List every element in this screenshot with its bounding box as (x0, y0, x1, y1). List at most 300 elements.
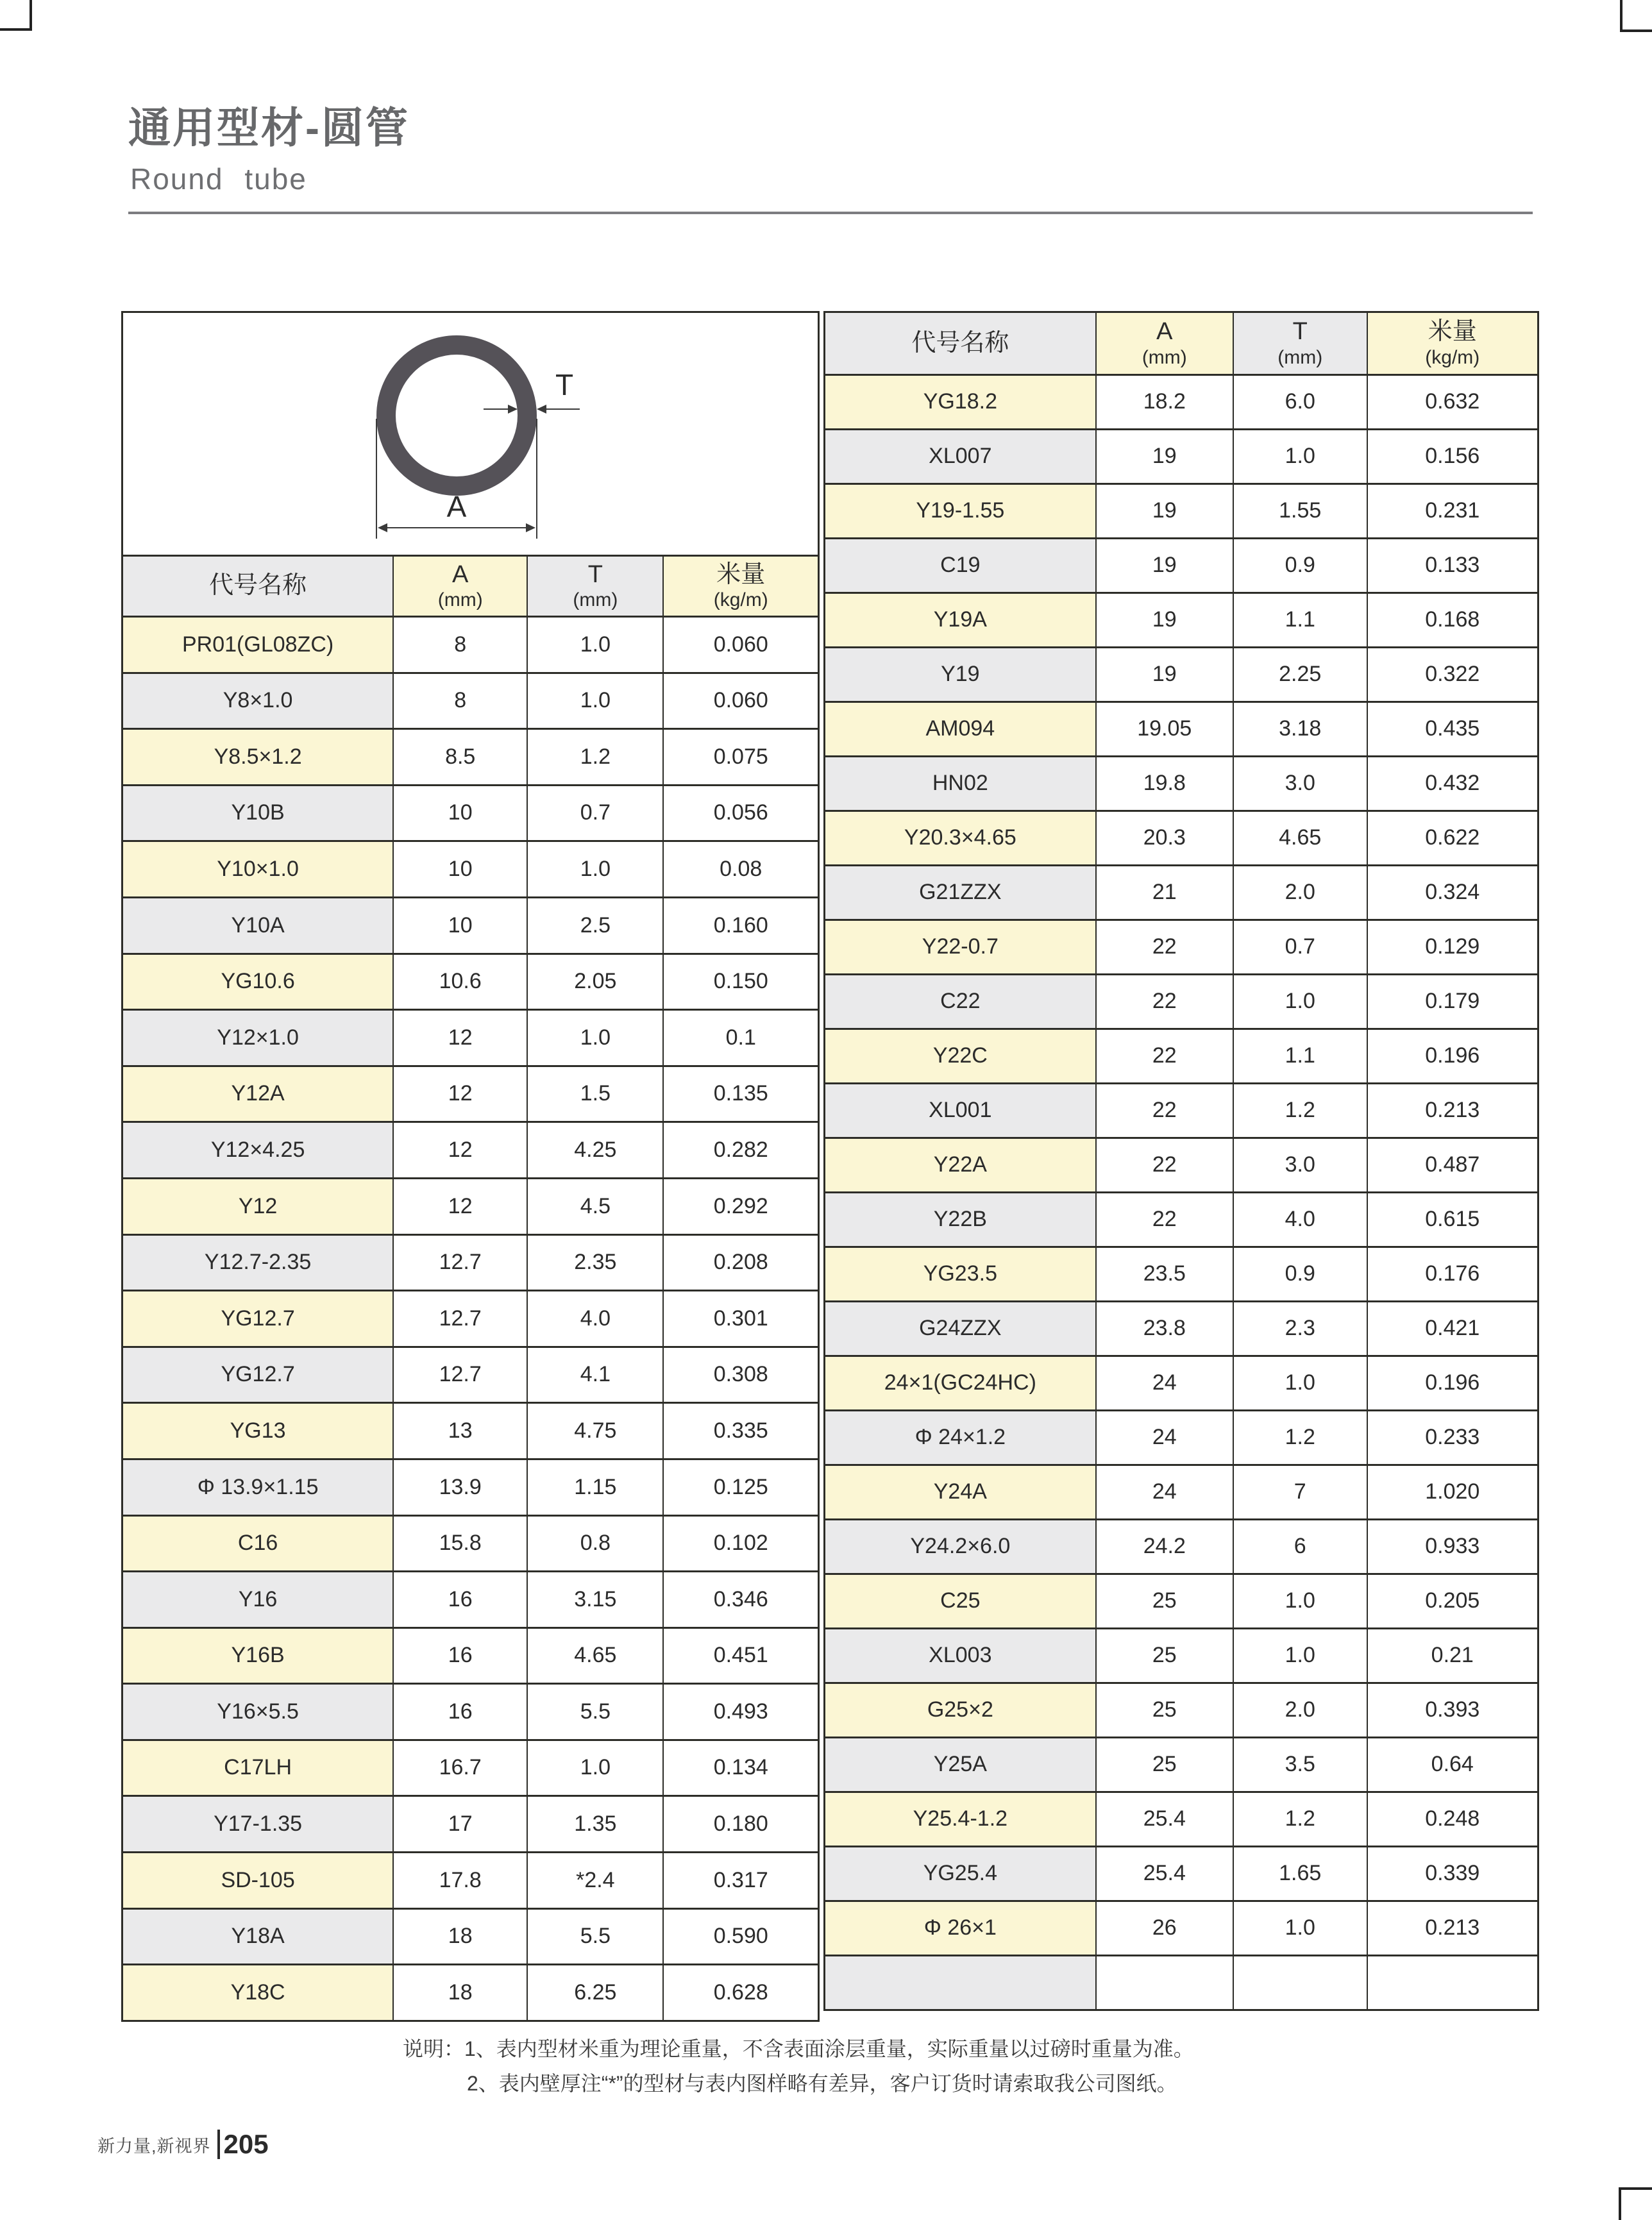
weight-value-cell: 0.432 (1367, 757, 1537, 810)
table-row (825, 810, 1537, 864)
table-row (123, 1683, 818, 1739)
weight-value-cell: 0.231 (1367, 485, 1537, 537)
weight-value-cell: 0.21 (1367, 1629, 1537, 1682)
weight-value-cell: 0.176 (1367, 1248, 1537, 1300)
weight-value-cell: 0.205 (1367, 1575, 1537, 1627)
a-value-cell: 12 (392, 1179, 527, 1234)
table-row (123, 1570, 818, 1627)
a-value-cell: 22 (1095, 975, 1233, 1028)
crop-mark-top-left (0, 0, 32, 31)
a-value-cell: 18.2 (1095, 376, 1233, 428)
t-value-cell: 5.5 (527, 1685, 662, 1739)
weight-value-cell: 0.628 (662, 1965, 818, 2020)
table-row (123, 1234, 818, 1290)
a-value-cell: 22 (1095, 1030, 1233, 1082)
a-value-cell: 19.05 (1095, 703, 1233, 755)
profile-code-cell: Y12A (123, 1067, 392, 1122)
weight-value-cell: 0.248 (1367, 1793, 1537, 1846)
weight-value-cell: 0.339 (1367, 1847, 1537, 1900)
header-t-mm: T (mm) (1233, 313, 1367, 374)
page-title: 通用型材-圆管 (128, 104, 410, 151)
a-value-cell: 24 (1095, 1357, 1233, 1409)
profile-code-cell: C22 (825, 975, 1095, 1028)
a-value-cell: 10 (392, 898, 527, 953)
weight-value-cell: 0.590 (662, 1910, 818, 1964)
a-value-cell (1095, 1956, 1233, 2009)
a-value-cell: 25 (1095, 1575, 1233, 1627)
left-table-body (123, 616, 818, 2020)
weight-value-cell: 0.322 (1367, 648, 1537, 701)
profile-code-cell: Y16×5.5 (123, 1685, 392, 1739)
weight-value-cell: 0.133 (1367, 539, 1537, 592)
page-footer (97, 2129, 269, 2160)
a-value-cell: 13.9 (392, 1460, 527, 1515)
profile-code-cell: Φ 13.9×1.15 (123, 1460, 392, 1515)
weight-value-cell: 0.125 (662, 1460, 818, 1515)
profile-code-cell: Y16 (123, 1572, 392, 1627)
table-row (123, 1795, 818, 1851)
title-divider (128, 212, 1533, 214)
table-row (825, 701, 1537, 755)
weight-value-cell: 0.075 (662, 730, 818, 784)
t-value-cell: 1.1 (1233, 1030, 1367, 1082)
profile-code-cell: AM094 (825, 703, 1095, 755)
profile-code-cell: C25 (825, 1575, 1095, 1627)
table-row (123, 1458, 818, 1515)
table-row (825, 592, 1537, 646)
table-row (123, 1851, 818, 1908)
right-table (823, 311, 1539, 2011)
weight-value-cell: 0.233 (1367, 1411, 1537, 1464)
table-row (123, 784, 818, 841)
table-row (123, 1515, 818, 1571)
t-value-cell: 1.0 (527, 1011, 662, 1065)
weight-value-cell: 0.150 (662, 955, 818, 1009)
table-row (825, 1191, 1537, 1246)
t-value-cell: 3.15 (527, 1572, 662, 1627)
a-value-cell: 25.4 (1095, 1793, 1233, 1846)
t-value-cell: 3.5 (1233, 1738, 1367, 1791)
a-value-cell: 19.8 (1095, 757, 1233, 810)
a-value-cell: 12 (392, 1123, 527, 1177)
a-value-cell: 10 (392, 786, 527, 841)
footer-divider (217, 2130, 220, 2159)
weight-value-cell: 0.301 (662, 1291, 818, 1346)
a-value-cell: 19 (1095, 430, 1233, 483)
t-value-cell: 1.0 (1233, 1357, 1367, 1409)
t-value-cell: 3.18 (1233, 703, 1367, 755)
profile-code-cell: SD-105 (123, 1853, 392, 1908)
table-row (825, 1464, 1537, 1518)
table-row (825, 973, 1537, 1028)
t-value-cell: 4.1 (527, 1348, 662, 1402)
a-value-cell: 10.6 (392, 955, 527, 1009)
a-value-cell: 24 (1095, 1411, 1233, 1464)
a-value-cell: 25.4 (1095, 1847, 1233, 1900)
t-value-cell: 4.25 (527, 1123, 662, 1177)
t-value-cell: 4.5 (527, 1179, 662, 1234)
a-value-cell: 16 (392, 1572, 527, 1627)
weight-value-cell: 0.451 (662, 1629, 818, 1683)
t-value-cell: 0.7 (527, 786, 662, 841)
weight-value-cell: 0.156 (1367, 430, 1537, 483)
note-line: 说明：1、表内型材米重为理论重量，不含表面涂层重量，实际重量以过磅时重量为准。 (403, 2037, 1194, 2060)
profile-code-cell: YG18.2 (825, 376, 1095, 428)
a-value-cell: 19 (1095, 485, 1233, 537)
weight-value-cell: 0.282 (662, 1123, 818, 1177)
table-row (825, 374, 1537, 428)
profile-code-cell: Y18C (123, 1965, 392, 2020)
t-value-cell: 0.7 (1233, 921, 1367, 973)
table-row (825, 1355, 1537, 1409)
profile-code-cell: Y10A (123, 898, 392, 953)
a-value-cell: 23.5 (1095, 1248, 1233, 1300)
profile-code-cell: YG23.5 (825, 1248, 1095, 1300)
a-value-cell: 24 (1095, 1466, 1233, 1518)
weight-value-cell: 0.64 (1367, 1738, 1537, 1791)
t-value-cell: 4.0 (527, 1291, 662, 1346)
weight-value-cell: 0.135 (662, 1067, 818, 1122)
profile-code-cell: Y25A (825, 1738, 1095, 1791)
profile-code-cell: Y10B (123, 786, 392, 841)
table-row (825, 1028, 1537, 1082)
profile-code-cell: Y24.2×6.0 (825, 1520, 1095, 1573)
profile-code-cell: G25×2 (825, 1684, 1095, 1736)
a-value-cell: 25 (1095, 1684, 1233, 1736)
weight-value-cell: 0.933 (1367, 1520, 1537, 1573)
weight-value-cell: 0.213 (1367, 1902, 1537, 1955)
a-value-cell: 18 (392, 1910, 527, 1964)
page-subtitle: Round tube (130, 162, 307, 196)
profile-code-cell: XL003 (825, 1629, 1095, 1682)
t-arrowhead-right (508, 405, 518, 414)
t-arrowhead-left (537, 405, 546, 414)
a-value-cell: 22 (1095, 1193, 1233, 1246)
profile-code-cell: Y22C (825, 1030, 1095, 1082)
header-weight: 米量 (kg/m) (1367, 313, 1537, 374)
weight-value-cell: 0.622 (1367, 812, 1537, 864)
t-value-cell: 1.0 (527, 618, 662, 672)
t-value-cell: 1.0 (1233, 1902, 1367, 1955)
weight-value-cell: 0.160 (662, 898, 818, 953)
header-weight: 米量 (kg/m) (662, 557, 818, 616)
table-row (825, 1955, 1537, 2009)
a-value-cell: 12.7 (392, 1348, 527, 1402)
table-row (825, 1518, 1537, 1573)
weight-value-cell: 0.335 (662, 1404, 818, 1458)
table-row (123, 1009, 818, 1065)
t-value-cell: 2.35 (527, 1236, 662, 1290)
a-value-cell: 12.7 (392, 1236, 527, 1290)
profile-code-cell: Y20.3×4.65 (825, 812, 1095, 864)
t-value-cell: 1.0 (1233, 430, 1367, 483)
a-value-cell: 12.7 (392, 1291, 527, 1346)
t-value-cell: 3.0 (1233, 1139, 1367, 1191)
table-row (825, 1573, 1537, 1627)
weight-value-cell: 0.308 (662, 1348, 818, 1402)
a-value-cell: 13 (392, 1404, 527, 1458)
weight-value-cell: 0.056 (662, 786, 818, 841)
a-arrowhead-right (526, 523, 535, 532)
a-value-cell: 16.7 (392, 1741, 527, 1795)
table-row (123, 1177, 818, 1234)
t-value-cell: 3.0 (1233, 757, 1367, 810)
a-arrowhead-left (378, 523, 387, 532)
weight-value-cell: 0.180 (662, 1797, 818, 1851)
t-value-cell: 1.65 (1233, 1847, 1367, 1900)
a-value-cell: 12 (392, 1067, 527, 1122)
notes (403, 2031, 1194, 2101)
a-value-cell: 20.3 (1095, 812, 1233, 864)
table-row (123, 728, 818, 784)
t-value-cell: 4.65 (1233, 812, 1367, 864)
weight-value-cell: 0.615 (1367, 1193, 1537, 1246)
t-value-cell: 1.2 (1233, 1793, 1367, 1846)
t-value-cell: 1.2 (1233, 1411, 1367, 1464)
profile-code-cell: Y19 (825, 648, 1095, 701)
header-code: 代号名称 (123, 557, 392, 616)
a-value-cell: 19 (1095, 539, 1233, 592)
t-value-cell: 0.8 (527, 1517, 662, 1571)
profile-code-cell: Y17-1.35 (123, 1797, 392, 1851)
table-row (825, 1900, 1537, 1955)
weight-value-cell: 0.196 (1367, 1030, 1537, 1082)
profile-code-cell: Y22B (825, 1193, 1095, 1246)
profile-code-cell: C19 (825, 539, 1095, 592)
weight-value-cell: 0.324 (1367, 866, 1537, 919)
a-value-cell: 19 (1095, 648, 1233, 701)
weight-value-cell: 0.129 (1367, 921, 1537, 973)
table-row (123, 1346, 818, 1402)
header-t-mm: T (mm) (527, 557, 662, 616)
profile-code-cell: Y22-0.7 (825, 921, 1095, 973)
a-value-cell: 22 (1095, 921, 1233, 973)
profile-code-cell: Y19A (825, 594, 1095, 646)
t-value-cell: 0.9 (1233, 539, 1367, 592)
a-value-cell: 12 (392, 1011, 527, 1065)
t-value-cell: 6.0 (1233, 376, 1367, 428)
a-value-cell: 16 (392, 1685, 527, 1739)
a-dimension-label: A (446, 490, 467, 523)
a-value-cell: 17 (392, 1797, 527, 1851)
table-row (825, 537, 1537, 592)
table-row (825, 864, 1537, 919)
t-value-cell: 1.0 (527, 1741, 662, 1795)
table-row (123, 953, 818, 1009)
left-table (121, 311, 820, 2022)
table-row (825, 1300, 1537, 1355)
weight-value-cell: 0.292 (662, 1179, 818, 1234)
header-a-mm: A (mm) (1095, 313, 1233, 374)
weight-value-cell: 0.632 (1367, 376, 1537, 428)
weight-value-cell: 0.060 (662, 618, 818, 672)
t-value-cell: 1.55 (1233, 485, 1367, 537)
weight-value-cell: 0.134 (662, 1741, 818, 1795)
profile-code-cell: Y18A (123, 1910, 392, 1964)
profile-code-cell: Φ 26×1 (825, 1902, 1095, 1955)
t-value-cell: 2.0 (1233, 866, 1367, 919)
profile-code-cell: YG10.6 (123, 955, 392, 1009)
profile-code-cell: 24×1(GC24HC) (825, 1357, 1095, 1409)
weight-value-cell: 0.168 (1367, 594, 1537, 646)
profile-code-cell: Φ 24×1.2 (825, 1411, 1095, 1464)
table-row (825, 646, 1537, 701)
profile-code-cell: Y12 (123, 1179, 392, 1234)
profile-code-cell: Y12.7-2.35 (123, 1236, 392, 1290)
right-table-body (825, 374, 1537, 2009)
profile-code-cell: Y25.4-1.2 (825, 1793, 1095, 1846)
profile-code-cell: XL001 (825, 1084, 1095, 1137)
t-value-cell: 1.15 (527, 1460, 662, 1515)
table-row (123, 616, 818, 672)
table-row (825, 1682, 1537, 1736)
weight-value-cell: 0.393 (1367, 1684, 1537, 1736)
brand-slogan: 新力量,新视界 (97, 2136, 211, 2156)
a-value-cell: 22 (1095, 1139, 1233, 1191)
profile-code-cell: Y24A (825, 1466, 1095, 1518)
profile-code-cell: Y8.5×1.2 (123, 730, 392, 784)
weight-value-cell: 0.102 (662, 1517, 818, 1571)
weight-value-cell: 0.060 (662, 674, 818, 728)
table-row (123, 1627, 818, 1683)
weight-value-cell: 0.435 (1367, 703, 1537, 755)
weight-value-cell: 1.020 (1367, 1466, 1537, 1518)
weight-value-cell: 0.346 (662, 1572, 818, 1627)
table-row (123, 1908, 818, 1964)
a-value-cell: 24.2 (1095, 1520, 1233, 1573)
a-value-cell: 8 (392, 618, 527, 672)
t-value-cell: 4.75 (527, 1404, 662, 1458)
a-value-cell: 8 (392, 674, 527, 728)
crop-mark-top-right (1620, 0, 1652, 32)
weight-value-cell: 0.196 (1367, 1357, 1537, 1409)
profile-code-cell: YG12.7 (123, 1348, 392, 1402)
profile-code-cell: C17LH (123, 1741, 392, 1795)
table-row (825, 428, 1537, 483)
weight-value-cell: 0.317 (662, 1853, 818, 1908)
a-value-cell: 22 (1095, 1084, 1233, 1137)
note-line: 2、表内壁厚注“*”的型材与表内图样略有差异，客户订货时请索取我公司图纸。 (467, 2072, 1177, 2095)
t-value-cell: 1.2 (527, 730, 662, 784)
weight-value-cell: 0.179 (1367, 975, 1537, 1028)
a-value-cell: 10 (392, 842, 527, 896)
t-value-cell: 4.0 (1233, 1193, 1367, 1246)
table-row (825, 1246, 1537, 1300)
t-value-cell: 2.0 (1233, 1684, 1367, 1736)
table-row (825, 1137, 1537, 1191)
a-value-cell: 8.5 (392, 730, 527, 784)
profile-code-cell: Y10×1.0 (123, 842, 392, 896)
tube-diagram (123, 313, 818, 555)
a-value-cell: 25 (1095, 1738, 1233, 1791)
t-value-cell: 2.25 (1233, 648, 1367, 701)
profile-code-cell: Y16B (123, 1629, 392, 1683)
t-value-cell: 1.0 (527, 674, 662, 728)
t-value-cell: 1.1 (1233, 594, 1367, 646)
profile-code-cell: G21ZZX (825, 866, 1095, 919)
table-row (825, 1846, 1537, 1900)
t-value-cell: 7 (1233, 1466, 1367, 1518)
t-value-cell: 1.5 (527, 1067, 662, 1122)
a-value-cell: 23.8 (1095, 1302, 1233, 1355)
profile-code-cell (825, 1956, 1095, 2009)
t-value-cell: 2.3 (1233, 1302, 1367, 1355)
table-row (123, 840, 818, 896)
table-row (825, 1736, 1537, 1791)
table-row (123, 1121, 818, 1177)
a-value-cell: 25 (1095, 1629, 1233, 1682)
profile-code-cell: Y8×1.0 (123, 674, 392, 728)
t-dimension-label: T (555, 368, 574, 401)
crop-mark-bottom-right (1619, 2187, 1652, 2220)
t-value-cell: 2.5 (527, 898, 662, 953)
tube-ring-icon (386, 345, 527, 486)
profile-code-cell: YG12.7 (123, 1291, 392, 1346)
weight-value-cell: 0.08 (662, 842, 818, 896)
profile-code-cell: C16 (123, 1517, 392, 1571)
t-value-cell: 1.35 (527, 1797, 662, 1851)
weight-value-cell: 0.213 (1367, 1084, 1537, 1137)
table-row (123, 1402, 818, 1458)
weight-value-cell: 0.1 (662, 1011, 818, 1065)
table-row (123, 672, 818, 728)
t-value-cell: 1.0 (1233, 1575, 1367, 1627)
profile-code-cell: YG13 (123, 1404, 392, 1458)
t-value-cell: 1.0 (527, 842, 662, 896)
table-row (825, 1627, 1537, 1682)
t-value-cell: 6 (1233, 1520, 1367, 1573)
profile-code-cell: Y22A (825, 1139, 1095, 1191)
t-value-cell (1233, 1956, 1367, 2009)
profile-code-cell: XL007 (825, 430, 1095, 483)
weight-value-cell: 0.487 (1367, 1139, 1537, 1191)
a-value-cell: 17.8 (392, 1853, 527, 1908)
table-row (123, 1739, 818, 1795)
profile-code-cell: G24ZZX (825, 1302, 1095, 1355)
profile-code-cell: Y19-1.55 (825, 485, 1095, 537)
a-value-cell: 16 (392, 1629, 527, 1683)
t-value-cell: 4.65 (527, 1629, 662, 1683)
table-row (825, 755, 1537, 810)
table-row (123, 1964, 818, 2020)
table-row (123, 1290, 818, 1346)
a-value-cell: 19 (1095, 594, 1233, 646)
right-table-header (825, 313, 1537, 374)
profile-code-cell: PR01(GL08ZC) (123, 618, 392, 672)
a-value-cell: 15.8 (392, 1517, 527, 1571)
t-value-cell: 5.5 (527, 1910, 662, 1964)
profile-code-cell: YG25.4 (825, 1847, 1095, 1900)
t-value-cell: *2.4 (527, 1853, 662, 1908)
profile-code-cell: Y12×1.0 (123, 1011, 392, 1065)
profile-code-cell: HN02 (825, 757, 1095, 810)
header-a-mm: A (mm) (392, 557, 527, 616)
a-value-cell: 21 (1095, 866, 1233, 919)
t-value-cell: 1.2 (1233, 1084, 1367, 1137)
table-row (123, 896, 818, 953)
weight-value-cell: 0.208 (662, 1236, 818, 1290)
t-value-cell: 6.25 (527, 1965, 662, 2020)
table-row (123, 1065, 818, 1122)
weight-value-cell (1367, 1956, 1537, 2009)
header-code: 代号名称 (825, 313, 1095, 374)
a-value-cell: 26 (1095, 1902, 1233, 1955)
weight-value-cell: 0.421 (1367, 1302, 1537, 1355)
t-value-cell: 0.9 (1233, 1248, 1367, 1300)
table-row (825, 1791, 1537, 1846)
t-value-cell: 1.0 (1233, 975, 1367, 1028)
t-value-cell: 2.05 (527, 955, 662, 1009)
